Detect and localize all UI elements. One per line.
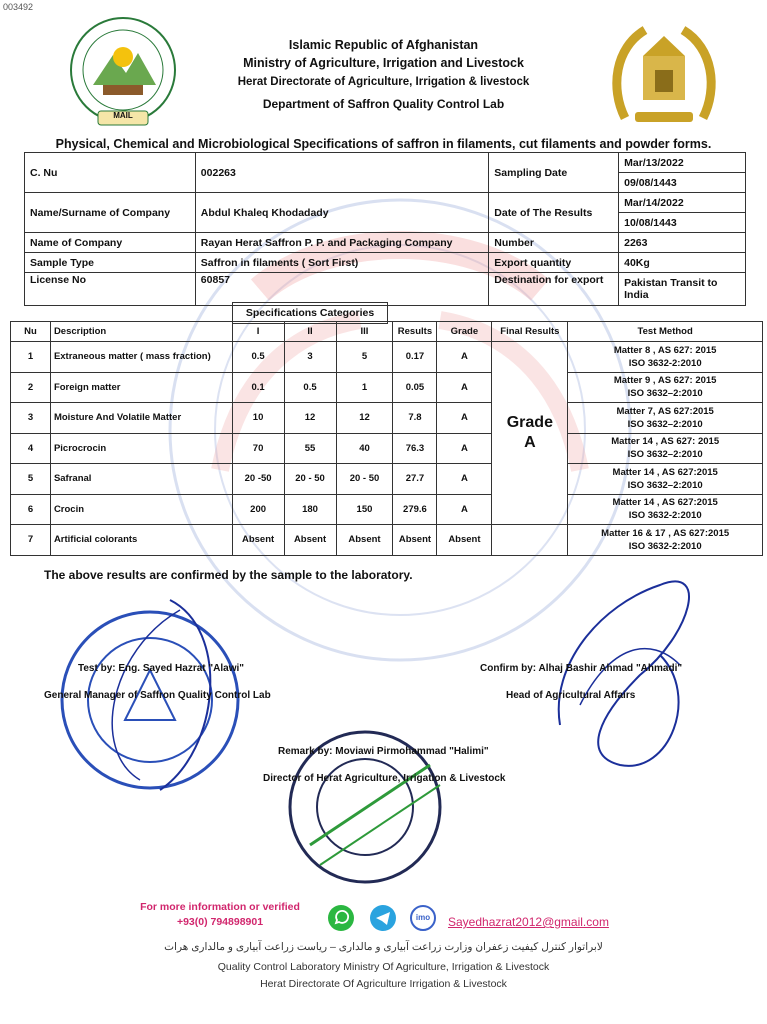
row-category-2: 12 <box>284 403 336 434</box>
row-description: Foreign matter <box>50 372 232 403</box>
row-category-2: 180 <box>284 494 336 525</box>
test-method-line-1: Matter 14 , AS 627: 2015 <box>611 436 720 448</box>
row-category-2: Absent <box>284 525 336 556</box>
row-test-method <box>568 433 763 464</box>
row-number: 2 <box>11 372 51 403</box>
phone-number: +93(0) 794898901 <box>176 916 264 928</box>
test-method-line-1: Matter 9 , AS 627: 2015 <box>613 375 717 387</box>
row-test-method <box>568 342 763 373</box>
whatsapp-icon[interactable] <box>328 905 354 931</box>
col-header-nu: Nu <box>11 322 51 342</box>
row-category-1: Absent <box>232 525 284 556</box>
row-category-2: 55 <box>284 433 336 464</box>
footer-line-persian: لابراتوار کنترل کیفیت زعفران وزارت زراعت آبیاری و مالداری – ریاست زراعت آبیاری و مالداری هرات <box>164 941 603 953</box>
row-description: Moisture And Volatile Matter <box>50 403 232 434</box>
sample-type-value: Saffron in filaments ( Sort First) <box>195 253 488 273</box>
test-method-line-2: ISO 3632–2:2010 <box>627 418 703 430</box>
destination-value: Pakistan Transit to India <box>619 273 746 306</box>
confirmation-statement: The above results are confirmed by the sample to the laboratory. <box>44 568 413 582</box>
number-label: Number <box>489 233 619 253</box>
col-header-grade: Grade <box>437 322 492 342</box>
row-category-1: 0.1 <box>232 372 284 403</box>
test-method-line-1: Matter 14 , AS 627:2015 <box>612 466 718 478</box>
row-description: Crocin <box>50 494 232 525</box>
row-category-3: Absent <box>336 525 393 556</box>
logo-mail-label: MAIL <box>113 111 133 120</box>
row-number: 3 <box>11 403 51 434</box>
test-method-line-2: ISO 3632-2:2010 <box>628 540 702 552</box>
imo-icon[interactable]: imo <box>410 905 436 931</box>
col-header-description: Description <box>50 322 232 342</box>
test-method-line-2: ISO 3632–2:2010 <box>627 479 703 491</box>
row-grade: A <box>437 464 492 495</box>
row-category-3: 12 <box>336 403 393 434</box>
table-row <box>11 433 763 464</box>
table-row <box>11 464 763 495</box>
row-category-3: 20 - 50 <box>336 464 393 495</box>
header-line-1: Islamic Republic of Afghanistan <box>288 38 479 52</box>
results-date-label: Date of The Results <box>489 193 619 233</box>
row-test-method <box>568 372 763 403</box>
email-link[interactable]: Sayedhazrat2012@gmail.com <box>448 915 609 929</box>
table-row <box>25 233 746 253</box>
row-result: 0.05 <box>393 372 437 403</box>
test-method-line-2: ISO 3632–2:2010 <box>627 388 703 400</box>
telegram-icon[interactable] <box>370 905 396 931</box>
table-row <box>25 153 746 173</box>
row-result: 0.17 <box>393 342 437 373</box>
row-test-method <box>568 403 763 434</box>
table-row <box>25 253 746 273</box>
c-nu-value: 002263 <box>195 153 488 193</box>
remark-by-name: Remark by: Moviawi Pirmohammad "Halimi" <box>278 746 489 757</box>
row-number: 4 <box>11 433 51 464</box>
head-signature <box>540 545 710 775</box>
row-result: 76.3 <box>393 433 437 464</box>
row-number: 5 <box>11 464 51 495</box>
test-method-line-1: Matter 14 , AS 627:2015 <box>612 497 718 509</box>
row-number: 1 <box>11 342 51 373</box>
document-id: 003492 <box>3 2 34 12</box>
table-row <box>11 403 763 434</box>
row-grade: A <box>437 433 492 464</box>
row-grade: Absent <box>437 525 492 556</box>
sample-type-label: Sample Type <box>25 253 196 273</box>
final-grade: Grade A <box>492 342 568 525</box>
row-category-3: 5 <box>336 342 393 373</box>
test-method-line-1: Matter 7, AS 627:2015 <box>616 405 714 417</box>
row-grade: A <box>437 403 492 434</box>
test-method-line-1: Matter 8 , AS 627: 2015 <box>613 344 717 356</box>
test-method-line-2: ISO 3632-2:2010 <box>628 510 702 522</box>
destination-label: Destination for export <box>489 273 619 306</box>
row-description: Artificial colorants <box>50 525 232 556</box>
row-category-1: 200 <box>232 494 284 525</box>
row-result: Absent <box>393 525 437 556</box>
row-test-method <box>568 494 763 525</box>
col-header-final-results: Final Results <box>492 322 568 342</box>
company-value: Rayan Herat Saffron P. P. and Packaging Company <box>195 233 488 253</box>
lab-stamp <box>50 590 250 820</box>
spec-title: Physical, Chemical and Microbiological Specifications of saffron in filaments, cut filaments and powder forms. <box>55 137 712 151</box>
row-grade: A <box>437 372 492 403</box>
sampling-date-label: Sampling Date <box>489 153 619 193</box>
test-method-line-2: ISO 3632–2:2010 <box>627 449 703 461</box>
company-person-label: Name/Surname of Company <box>25 193 196 233</box>
footer-line-2: Quality Control Laboratory Ministry Of Agriculture, Irrigation & Livestock <box>217 961 550 973</box>
row-description: Extraneous matter ( mass fraction) <box>50 342 232 373</box>
remark-by-title: Director of Herat Agriculture, Irrigation & Livestock <box>263 773 506 784</box>
export-quantity-label: Export quantity <box>489 253 619 273</box>
row-test-method <box>568 464 763 495</box>
col-header-cat-2: II <box>284 322 336 342</box>
header-line-4: Department of Saffron Quality Control Lab <box>262 97 505 111</box>
table-header-row <box>11 322 763 342</box>
export-quantity-value: 40Kg <box>619 253 746 273</box>
sampling-date-hijri: 09/08/1443 <box>619 173 746 193</box>
col-header-cat-3: III <box>336 322 393 342</box>
table-row <box>11 494 763 525</box>
test-by-name: Test by: Eng. Sayed Hazrat "Alawi" <box>78 663 245 674</box>
number-value: 2263 <box>619 233 746 253</box>
table-row <box>25 193 746 213</box>
results-date-gregorian: Mar/14/2022 <box>619 193 746 213</box>
row-category-1: 70 <box>232 433 284 464</box>
row-grade: A <box>437 494 492 525</box>
specifications-table <box>10 321 763 556</box>
table-row <box>11 372 763 403</box>
row-category-2: 3 <box>284 342 336 373</box>
row-result: 27.7 <box>393 464 437 495</box>
row-category-1: 20 -50 <box>232 464 284 495</box>
row-category-2: 20 - 50 <box>284 464 336 495</box>
row-category-1: 0.5 <box>232 342 284 373</box>
test-method-line-1: Matter 16 & 17 , AS 627:2015 <box>601 527 730 539</box>
header-line-3: Herat Directorate of Agriculture, Irrigation & livestock <box>237 76 530 88</box>
col-header-test-method: Test Method <box>568 322 763 342</box>
row-category-3: 1 <box>336 372 393 403</box>
row-category-3: 150 <box>336 494 393 525</box>
sampling-date-gregorian: Mar/13/2022 <box>619 153 746 173</box>
row-category-3: 40 <box>336 433 393 464</box>
specifications-categories-label: Specifications Categories <box>232 302 388 324</box>
info-table <box>24 152 746 306</box>
row-description: Safranal <box>50 464 232 495</box>
c-nu-label: C. Nu <box>25 153 196 193</box>
license-value: 60857 <box>195 273 488 306</box>
test-method-line-2: ISO 3632-2:2010 <box>628 357 702 369</box>
table-row <box>11 342 763 373</box>
header-line-2: Ministry of Agriculture, Irrigation and Livestock <box>243 56 524 70</box>
table-row <box>25 273 746 306</box>
col-header-cat-1: I <box>232 322 284 342</box>
confirm-by-name: Confirm by: Alhaj Bashir Ahmad "Ahmadi" <box>480 663 683 674</box>
results-date-hijri: 10/08/1443 <box>619 213 746 233</box>
company-label: Name of Company <box>25 233 196 253</box>
confirm-by-title: Head of Agricultural Affairs <box>506 690 636 701</box>
row-category-2: 0.5 <box>284 372 336 403</box>
row-description: Picrocrocin <box>50 433 232 464</box>
row-number: 7 <box>11 525 51 556</box>
license-label: License No <box>25 273 196 306</box>
col-header-results: Results <box>393 322 437 342</box>
row-grade: A <box>437 342 492 373</box>
row-number: 6 <box>11 494 51 525</box>
footer-line-3: Herat Directorate Of Agriculture Irrigation & Livestock <box>260 978 507 990</box>
more-info-label: For more information or verified <box>140 901 300 913</box>
row-category-1: 10 <box>232 403 284 434</box>
row-result: 7.8 <box>393 403 437 434</box>
test-by-title: General Manager of Saffron Quality Control Lab <box>44 690 271 701</box>
company-person-value: Abdul Khaleq Khodadady <box>195 193 488 233</box>
row-result: 279.6 <box>393 494 437 525</box>
